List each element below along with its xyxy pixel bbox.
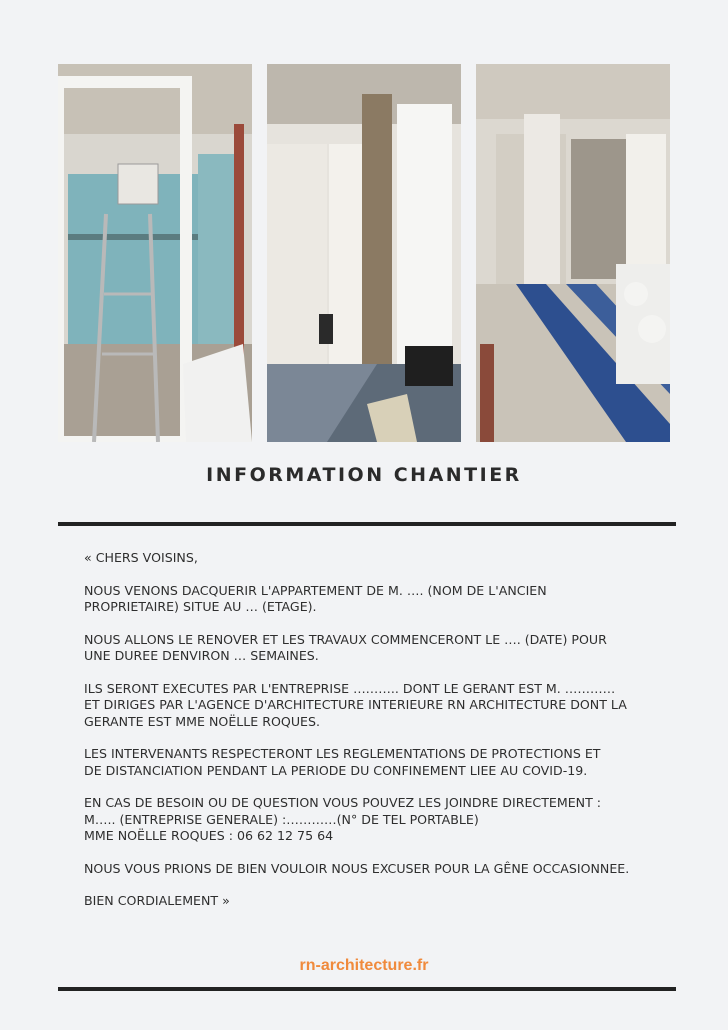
letter-line: M….. (ENTREPRISE GENERALE) :…………(N° DE TEL PORTABLE)	[84, 811, 479, 827]
letter-paragraph-contact	[84, 795, 674, 845]
letter-line: NOUS ALLONS LE RENOVER ET LES TRAVAUX COMMENCERONT LE …. (DATE) POUR	[84, 631, 607, 647]
bottom-divider	[58, 987, 676, 991]
page-title: INFORMATION CHANTIER	[206, 464, 522, 486]
letter-greeting: « CHERS VOISINS,	[84, 550, 198, 565]
letter-line: DE DISTANCIATION PENDANT LA PERIODE DU CONFINEMENT LIEE AU COVID-19.	[84, 762, 588, 778]
corridor-renovation-photo	[476, 64, 670, 442]
letter-paragraph-schedule	[84, 632, 674, 665]
letter-line: LES INTERVENANTS RESPECTERONT LES REGLEMENTATIONS DE PROTECTIONS ET	[84, 746, 601, 761]
letter-line: EN CAS DE BESOIN OU DE QUESTION VOUS POUVEZ LES JOINDRE DIRECTEMENT :	[84, 795, 602, 810]
letter-paragraph-contractors	[84, 681, 674, 731]
hallway-demolition-photo	[267, 64, 461, 442]
letter-line: MME NOËLLE ROQUES : 06 62 12 75 64	[84, 828, 334, 843]
letter-paragraph-acquisition	[84, 583, 674, 616]
bathroom-demolition-photo	[58, 64, 252, 442]
letter-line: GERANTE EST MME NOËLLE ROQUES.	[84, 713, 321, 729]
letter-line: ILS SERONT EXECUTES PAR L'ENTREPRISE ……….. DONT LE GERANT EST M. …………	[84, 680, 616, 696]
letter-line: UNE DUREE DENVIRON … SEMAINES.	[84, 648, 319, 663]
letter-paragraph-apology: NOUS VOUS PRIONS DE BIEN VOULOIR NOUS EXCUSER POUR LA GÊNE OCCASIONNEE.	[84, 860, 630, 876]
letter-line: ET DIRIGES PAR L'AGENCE D'ARCHITECTURE INTERIEURE RN ARCHITECTURE DONT LA	[84, 697, 627, 712]
website-link[interactable]: rn-architecture.fr	[299, 957, 429, 974]
letter-paragraph-covid	[84, 746, 674, 779]
letter-closing: BIEN CORDIALEMENT »	[84, 893, 230, 908]
photo-strip	[58, 64, 670, 442]
top-divider	[58, 522, 676, 526]
letter-line: PROPRIETAIRE) SITUE AU … (ETAGE).	[84, 599, 317, 614]
letter-body	[84, 550, 674, 926]
letter-line: NOUS VENONS DACQUERIR L'APPARTEMENT DE M. …. (NOM DE L'ANCIEN	[84, 582, 547, 598]
